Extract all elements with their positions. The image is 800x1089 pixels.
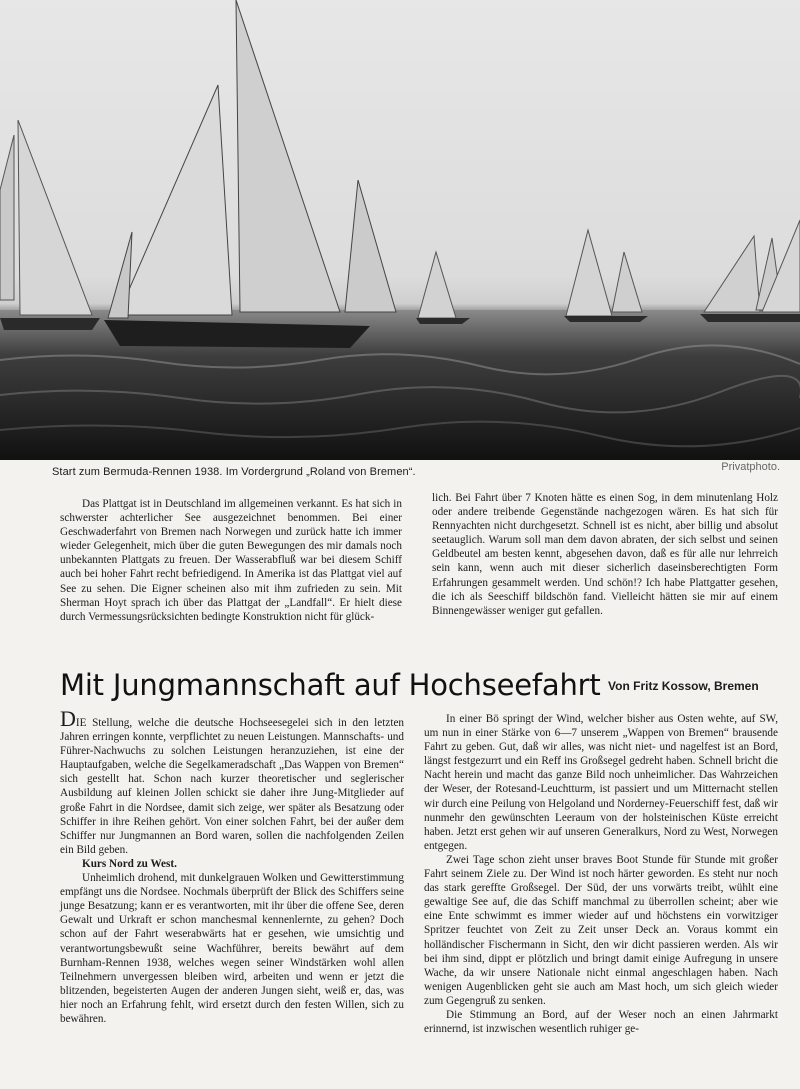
upper-column-right xyxy=(432,491,778,618)
upper-paragraph: lich. Bei Fahrt über 7 Knoten hätte es einen Sog, in dem minutenlang Holz oder andere treibende Gegenstände nachgezogen wären. Es hat sich für Rennyachten nicht durchgesetzt. Schnell ist es nicht, aber billig und absolut seetauglich. Warum soll man dem davon abraten, der sich selbst und seinen Geldbeutel am besten kennt, abgesehen davon, daß es für alle nur lehrreich sein kann, wenn auch mit dieser sicherlich daseinsberechtigten Form Erfahrungen gesammelt werden. Und schön!? Ich habe Plattgatter gesehen, die ich als Seeschiff bildschön fand. Vielleicht hätten sie mir auf einem Binnengewässer weniger gut gefallen. xyxy=(432,492,778,617)
body-paragraph: In einer Bö springt der Wind, welcher bisher aus Osten wehte, auf SW, um nun in einer Stärke von 6—7 unserem „Wappen von Bremen“ brausende Fahrt zu geben. Gut, daß wir alles, was nicht niet- und nagelfest ist an Bord, längst festgezurrt und ein Reff ins Großsegel gedreht haben. Schnell bricht die Nacht herein und macht das ganze Bild noch unheimlicher. Das Wahrzeichen der Weser, der Rotesand-Leuchtturm, ist passiert und um Mitternacht stellen wir durch eine Peilung von Helgoland und Norderney-Feuerschiff fest, daß wir nunmehr den gewünschten Leeraum von der holsteinischen Küste erreicht haben. Jetzt erst gehen wir auf unseren Generalkurs, Nord zu West, Norwegen entgegen. xyxy=(424,713,778,852)
article-column-right xyxy=(424,712,778,1036)
body-paragraph: Unheimlich drohend, mit dunkelgrauen Wolken und Gewitterstimmung empfängt uns die Nordsee. Nochmals überprüft der Blick des Schiffers seine junge Besatzung; kann er es verantworten, mit ihr über die offene See, deren Gewalt und Urkraft er schon manchesmal kennenlernte, zu gehen? Doch schon auf der Fahrt weserabwärts hat er gesehen, wie umsichtig und verantwortungsbewußt seine Wachführer, bereits bewährt auf dem Burnham-Rennen 1938, welches wegen seiner Windstärken wohl allen Teilnehmern unvergessen bleiben wird, arbeiten und wenn er jetzt die blitzenden, begeisterten Augen der anderen Jungen sieht, weiß er, das, was hier noch an Erfahrung fehlt, wird ersetzt durch den festen Willen, sich zu bewähren. xyxy=(60,872,404,1025)
drop-cap: D xyxy=(60,706,76,731)
article-column-left xyxy=(60,706,404,1026)
body-paragraph: Die Stimmung an Bord, auf der Weser noch an einen Jahrmarkt erinnernd, ist inzwischen wesentlich ruhiger ge- xyxy=(424,1008,778,1036)
photo-caption: Start zum Bermuda-Rennen 1938. Im Vordergrund „Roland von Bremen“. xyxy=(52,466,416,478)
article-byline: Von Fritz Kossow, Bremen xyxy=(608,679,759,693)
upper-paragraph: Das Plattgat ist in Deutschland im allgemeinen verkannt. Es hat sich in schwerster achterlicher See ausgezeichnet benommen. Bei einer Geschwaderfahrt von Bremen nach Norwegen und zurück hatte ich immer wieder Gelegenheit, mich über die guten Bewegungen des mir damals noch unbekannten Plattgats zu freuen. Der Wasserabfluß war bei diesem Schiff auch bei hoher Fahrt recht befriedigend. In Amerika ist das Plattgat viel auf See zu sehen. Die Eigner scheinen also mit ihm zufrieden zu sein. Mit Sherman Hoyt sprach ich über das Plattgat der „Landfall“. Er hielt diese durch Vermessungsrücksichten bedingte Konstruktion nicht für glück- xyxy=(60,498,402,623)
upper-column-left xyxy=(60,497,402,624)
section-subhead: Kurs Nord zu West. xyxy=(82,857,177,870)
intro-text: IE Stellung, welche die deutsche Hochseesegelei sich in den letzten Jahren erringen konnte, verpflichtet zu neuen Leistungen. Mannschafts- und Führer-Nachwuchs zu solchen Leistungen heranzuziehen, ist eine der Hauptaufgaben, welche die Segelkameradschaft „Das Wappen von Bremen“ sich gestellt hat. Schon nach kurzer theoretischer und seglerischer Ausbildung auf kleinen Jollen schickt sie daher ihre Jung-Mitglieder auf große Fahrt in die Nordsee, damit sich zeige, wer später als Besatzung oder Schiffer in ihre Reihen gehört. Von einer solchen Fahrt, bei der außer dem Schiffer nur Jungmannen an Bord waren, sollen die nachfolgenden Zeilen ein Bild geben. xyxy=(60,717,404,856)
regatta-photo xyxy=(0,0,800,460)
article-title: Mit Jungmannschaft auf Hochseefahrt xyxy=(60,668,601,702)
intro-paragraph xyxy=(60,706,404,857)
body-paragraph: Zwei Tage schon zieht unser braves Boot Stunde für Stunde mit großer Fahrt seinem Ziele zu. Der Wind ist noch härter geworden. Es steht nur noch das stark gereffte Großsegel. Der Süd, der uns vorwärts treibt, wühlt eine gewaltige See auf, die das Schiff manchmal zu überrollen scheint; aber wie eine Ente schwimmt es immer wieder auf und höchstens ein vorwitziger Spritzer feuchtet von Zeit zu Zeit unser Deck an. Voraus kommt ein holländischer Fischermann in Sicht, den wir dicht passieren werden. Als wir bei ihm sind, dippt er plötzlich und bringt damit einige Aufregung in unsere Wache, da wir unsere Nationale nicht einmal angeschlagen haben. Nach wenigen Augenblicken geht sie auch am Mast hoch, um sich gleich wieder zum Gegengruß zu senken. xyxy=(424,853,778,1007)
sailboats-illustration xyxy=(0,0,800,460)
photo-credit: Privatphoto. xyxy=(721,461,780,473)
